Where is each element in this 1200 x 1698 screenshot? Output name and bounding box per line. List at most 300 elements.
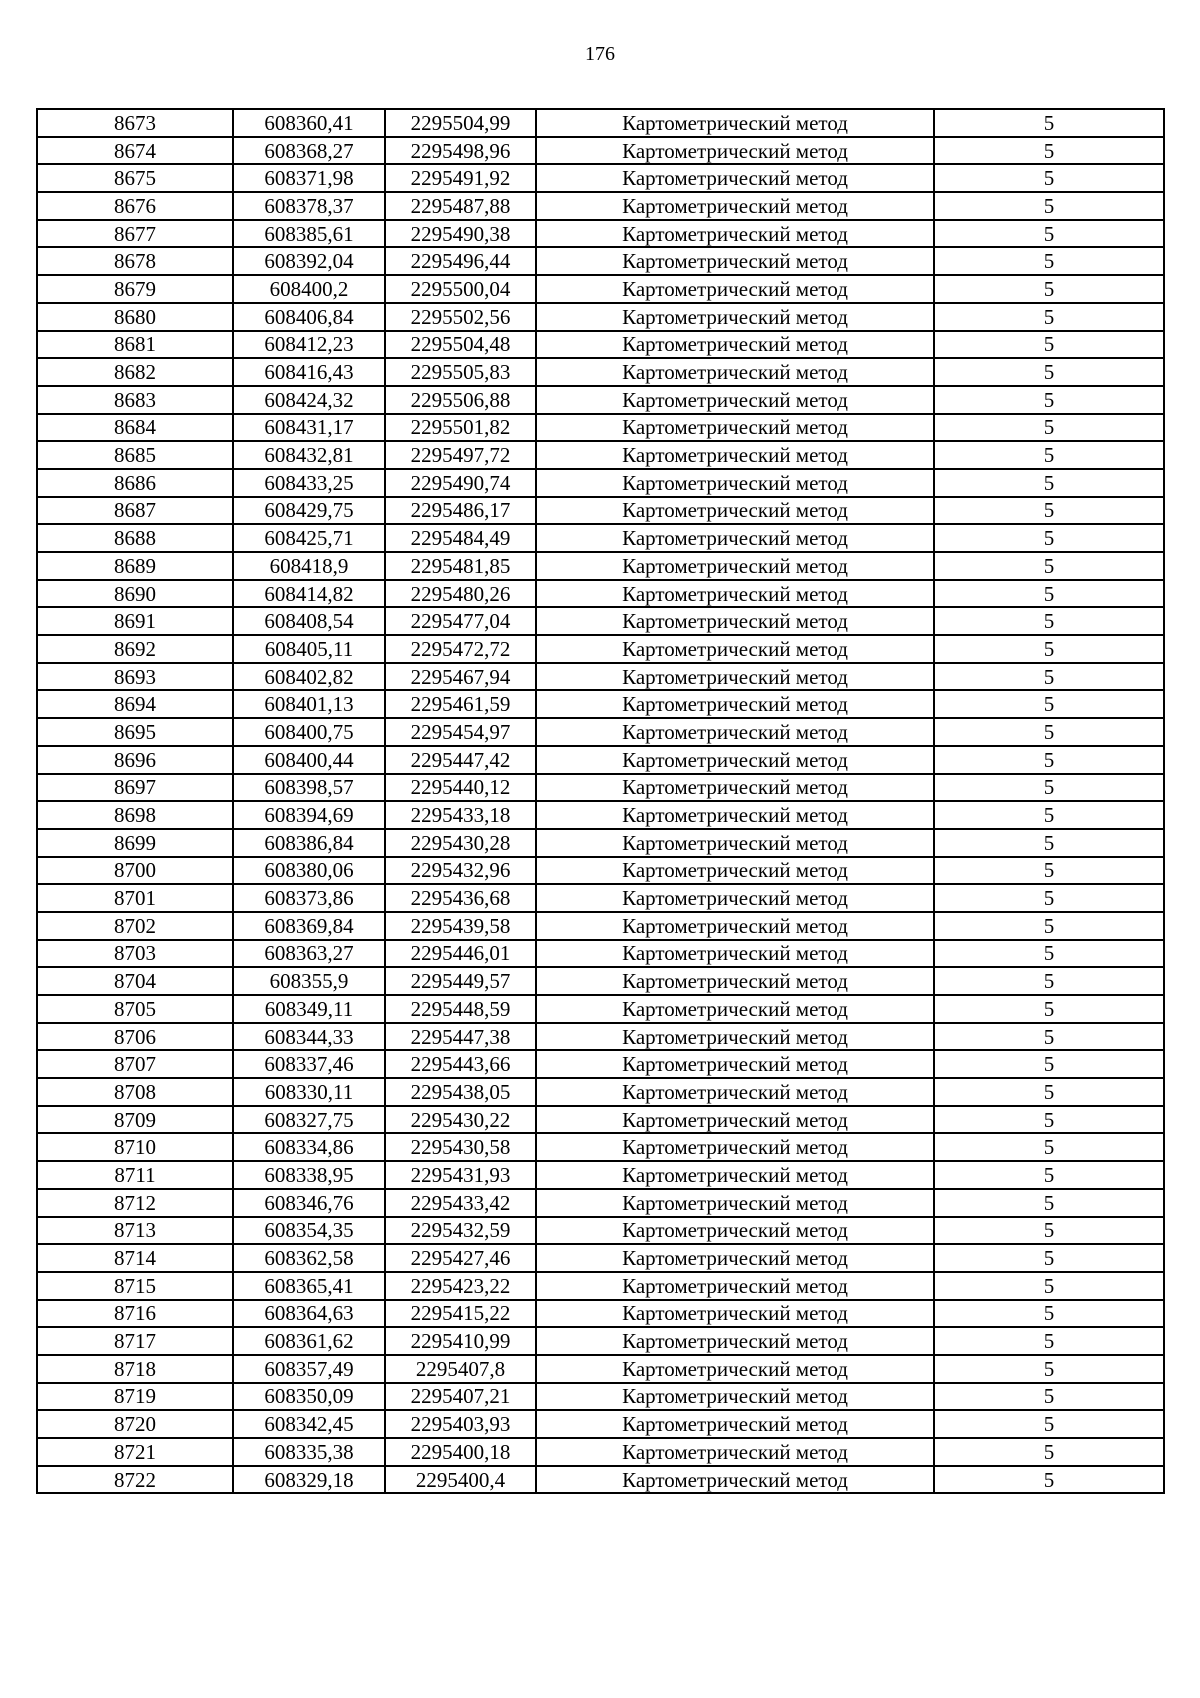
point-number-cell: 8675	[37, 164, 233, 192]
table-row	[37, 912, 1164, 940]
accuracy-cell: 5	[934, 995, 1164, 1023]
accuracy-cell: 5	[934, 967, 1164, 995]
accuracy-cell: 5	[934, 1327, 1164, 1355]
table-row	[37, 1217, 1164, 1245]
y-coordinate-cell: 2295454,97	[385, 718, 536, 746]
y-coordinate-cell: 2295436,68	[385, 884, 536, 912]
accuracy-cell: 5	[934, 441, 1164, 469]
accuracy-cell: 5	[934, 469, 1164, 497]
page-number: 176	[585, 43, 615, 65]
x-coordinate-cell: 608424,32	[233, 386, 385, 414]
point-number-cell: 8703	[37, 940, 233, 968]
y-coordinate-cell: 2295490,38	[385, 220, 536, 248]
table-row	[37, 164, 1164, 192]
table-row	[37, 1050, 1164, 1078]
x-coordinate-cell: 608342,45	[233, 1410, 385, 1438]
point-number-cell: 8691	[37, 607, 233, 635]
accuracy-cell: 5	[934, 690, 1164, 718]
method-cell: Картометрический метод	[536, 1133, 934, 1161]
table-row	[37, 1133, 1164, 1161]
accuracy-cell: 5	[934, 1410, 1164, 1438]
point-number-cell: 8684	[37, 414, 233, 442]
table-row	[37, 774, 1164, 802]
y-coordinate-cell: 2295410,99	[385, 1327, 536, 1355]
method-cell: Картометрический метод	[536, 137, 934, 165]
method-cell: Картометрический метод	[536, 580, 934, 608]
table-row	[37, 497, 1164, 525]
y-coordinate-cell: 2295438,05	[385, 1078, 536, 1106]
accuracy-cell: 5	[934, 414, 1164, 442]
accuracy-cell: 5	[934, 635, 1164, 663]
y-coordinate-cell: 2295443,66	[385, 1050, 536, 1078]
method-cell: Картометрический метод	[536, 607, 934, 635]
method-cell: Картометрический метод	[536, 884, 934, 912]
x-coordinate-cell: 608429,75	[233, 497, 385, 525]
table-row	[37, 967, 1164, 995]
x-coordinate-cell: 608400,2	[233, 275, 385, 303]
x-coordinate-cell: 608365,41	[233, 1272, 385, 1300]
x-coordinate-cell: 608386,84	[233, 829, 385, 857]
table-row	[37, 303, 1164, 331]
point-number-cell: 8699	[37, 829, 233, 857]
y-coordinate-cell: 2295477,04	[385, 607, 536, 635]
y-coordinate-cell: 2295496,44	[385, 247, 536, 275]
y-coordinate-cell: 2295400,18	[385, 1438, 536, 1466]
table-row	[37, 718, 1164, 746]
y-coordinate-cell: 2295431,93	[385, 1161, 536, 1189]
method-cell: Картометрический метод	[536, 275, 934, 303]
y-coordinate-cell: 2295502,56	[385, 303, 536, 331]
x-coordinate-cell: 608364,63	[233, 1300, 385, 1328]
table-row	[37, 220, 1164, 248]
table-row	[37, 1383, 1164, 1411]
method-cell: Картометрический метод	[536, 1023, 934, 1051]
point-number-cell: 8716	[37, 1300, 233, 1328]
y-coordinate-cell: 2295446,01	[385, 940, 536, 968]
table-row	[37, 635, 1164, 663]
accuracy-cell: 5	[934, 1300, 1164, 1328]
table-row	[37, 137, 1164, 165]
point-number-cell: 8682	[37, 358, 233, 386]
method-cell: Картометрический метод	[536, 331, 934, 359]
method-cell: Картометрический метод	[536, 220, 934, 248]
table-row	[37, 1410, 1164, 1438]
point-number-cell: 8696	[37, 746, 233, 774]
x-coordinate-cell: 608329,18	[233, 1466, 385, 1494]
table-row	[37, 1327, 1164, 1355]
y-coordinate-cell: 2295472,72	[385, 635, 536, 663]
y-coordinate-cell: 2295481,85	[385, 552, 536, 580]
x-coordinate-cell: 608361,62	[233, 1327, 385, 1355]
method-cell: Картометрический метод	[536, 1244, 934, 1272]
point-number-cell: 8708	[37, 1078, 233, 1106]
x-coordinate-cell: 608369,84	[233, 912, 385, 940]
y-coordinate-cell: 2295490,74	[385, 469, 536, 497]
x-coordinate-cell: 608405,11	[233, 635, 385, 663]
point-number-cell: 8676	[37, 192, 233, 220]
table-row	[37, 414, 1164, 442]
point-number-cell: 8700	[37, 857, 233, 885]
method-cell: Картометрический метод	[536, 967, 934, 995]
method-cell: Картометрический метод	[536, 469, 934, 497]
x-coordinate-cell: 608357,49	[233, 1355, 385, 1383]
method-cell: Картометрический метод	[536, 386, 934, 414]
table-row	[37, 358, 1164, 386]
accuracy-cell: 5	[934, 1078, 1164, 1106]
accuracy-cell: 5	[934, 164, 1164, 192]
accuracy-cell: 5	[934, 774, 1164, 802]
accuracy-cell: 5	[934, 524, 1164, 552]
point-number-cell: 8698	[37, 801, 233, 829]
table-row	[37, 331, 1164, 359]
method-cell: Картометрический метод	[536, 912, 934, 940]
accuracy-cell: 5	[934, 137, 1164, 165]
x-coordinate-cell: 608425,71	[233, 524, 385, 552]
x-coordinate-cell: 608402,82	[233, 663, 385, 691]
x-coordinate-cell: 608433,25	[233, 469, 385, 497]
point-number-cell: 8705	[37, 995, 233, 1023]
accuracy-cell: 5	[934, 1466, 1164, 1494]
y-coordinate-cell: 2295487,88	[385, 192, 536, 220]
accuracy-cell: 5	[934, 912, 1164, 940]
table-row	[37, 109, 1164, 137]
method-cell: Картометрический метод	[536, 303, 934, 331]
y-coordinate-cell: 2295480,26	[385, 580, 536, 608]
table-row	[37, 386, 1164, 414]
x-coordinate-cell: 608335,38	[233, 1438, 385, 1466]
y-coordinate-cell: 2295486,17	[385, 497, 536, 525]
accuracy-cell: 5	[934, 386, 1164, 414]
method-cell: Картометрический метод	[536, 690, 934, 718]
method-cell: Картометрический метод	[536, 995, 934, 1023]
point-number-cell: 8692	[37, 635, 233, 663]
accuracy-cell: 5	[934, 552, 1164, 580]
y-coordinate-cell: 2295504,99	[385, 109, 536, 137]
x-coordinate-cell: 608337,46	[233, 1050, 385, 1078]
point-number-cell: 8715	[37, 1272, 233, 1300]
y-coordinate-cell: 2295505,83	[385, 358, 536, 386]
point-number-cell: 8693	[37, 663, 233, 691]
y-coordinate-cell: 2295400,4	[385, 1466, 536, 1494]
table-row	[37, 1023, 1164, 1051]
accuracy-cell: 5	[934, 1217, 1164, 1245]
x-coordinate-cell: 608354,35	[233, 1217, 385, 1245]
table-row	[37, 1161, 1164, 1189]
y-coordinate-cell: 2295430,58	[385, 1133, 536, 1161]
accuracy-cell: 5	[934, 331, 1164, 359]
accuracy-cell: 5	[934, 247, 1164, 275]
table-row	[37, 275, 1164, 303]
y-coordinate-cell: 2295423,22	[385, 1272, 536, 1300]
table-row	[37, 857, 1164, 885]
accuracy-cell: 5	[934, 1383, 1164, 1411]
method-cell: Картометрический метод	[536, 801, 934, 829]
x-coordinate-cell: 608338,95	[233, 1161, 385, 1189]
point-number-cell: 8722	[37, 1466, 233, 1494]
table-row	[37, 1466, 1164, 1494]
point-number-cell: 8707	[37, 1050, 233, 1078]
method-cell: Картометрический метод	[536, 1106, 934, 1134]
y-coordinate-cell: 2295448,59	[385, 995, 536, 1023]
table-row	[37, 1189, 1164, 1217]
y-coordinate-cell: 2295484,49	[385, 524, 536, 552]
point-number-cell: 8720	[37, 1410, 233, 1438]
x-coordinate-cell: 608363,27	[233, 940, 385, 968]
x-coordinate-cell: 608401,13	[233, 690, 385, 718]
method-cell: Картометрический метод	[536, 109, 934, 137]
method-cell: Картометрический метод	[536, 414, 934, 442]
table-row	[37, 829, 1164, 857]
table-row	[37, 884, 1164, 912]
y-coordinate-cell: 2295461,59	[385, 690, 536, 718]
point-number-cell: 8718	[37, 1355, 233, 1383]
y-coordinate-cell: 2295407,8	[385, 1355, 536, 1383]
method-cell: Картометрический метод	[536, 1272, 934, 1300]
y-coordinate-cell: 2295501,82	[385, 414, 536, 442]
table-row	[37, 469, 1164, 497]
x-coordinate-cell: 608360,41	[233, 109, 385, 137]
point-number-cell: 8688	[37, 524, 233, 552]
x-coordinate-cell: 608418,9	[233, 552, 385, 580]
x-coordinate-cell: 608380,06	[233, 857, 385, 885]
point-number-cell: 8694	[37, 690, 233, 718]
table-row	[37, 441, 1164, 469]
point-number-cell: 8689	[37, 552, 233, 580]
accuracy-cell: 5	[934, 1244, 1164, 1272]
accuracy-cell: 5	[934, 746, 1164, 774]
table-row	[37, 552, 1164, 580]
point-number-cell: 8717	[37, 1327, 233, 1355]
table-row	[37, 192, 1164, 220]
method-cell: Картометрический метод	[536, 718, 934, 746]
x-coordinate-cell: 608406,84	[233, 303, 385, 331]
accuracy-cell: 5	[934, 857, 1164, 885]
accuracy-cell: 5	[934, 1161, 1164, 1189]
y-coordinate-cell: 2295500,04	[385, 275, 536, 303]
y-coordinate-cell: 2295497,72	[385, 441, 536, 469]
table-row	[37, 801, 1164, 829]
point-number-cell: 8711	[37, 1161, 233, 1189]
accuracy-cell: 5	[934, 1272, 1164, 1300]
method-cell: Картометрический метод	[536, 1300, 934, 1328]
point-number-cell: 8679	[37, 275, 233, 303]
x-coordinate-cell: 608394,69	[233, 801, 385, 829]
x-coordinate-cell: 608392,04	[233, 247, 385, 275]
x-coordinate-cell: 608400,75	[233, 718, 385, 746]
coordinates-table-body	[37, 109, 1164, 1493]
y-coordinate-cell: 2295432,96	[385, 857, 536, 885]
x-coordinate-cell: 608330,11	[233, 1078, 385, 1106]
method-cell: Картометрический метод	[536, 164, 934, 192]
y-coordinate-cell: 2295427,46	[385, 1244, 536, 1272]
accuracy-cell: 5	[934, 607, 1164, 635]
method-cell: Картометрический метод	[536, 829, 934, 857]
accuracy-cell: 5	[934, 497, 1164, 525]
table-row	[37, 1300, 1164, 1328]
point-number-cell: 8704	[37, 967, 233, 995]
accuracy-cell: 5	[934, 884, 1164, 912]
method-cell: Картометрический метод	[536, 1217, 934, 1245]
accuracy-cell: 5	[934, 1106, 1164, 1134]
x-coordinate-cell: 608368,27	[233, 137, 385, 165]
method-cell: Картометрический метод	[536, 1078, 934, 1106]
x-coordinate-cell: 608400,44	[233, 746, 385, 774]
method-cell: Картометрический метод	[536, 746, 934, 774]
y-coordinate-cell: 2295467,94	[385, 663, 536, 691]
y-coordinate-cell: 2295433,42	[385, 1189, 536, 1217]
method-cell: Картометрический метод	[536, 1189, 934, 1217]
table-row	[37, 607, 1164, 635]
method-cell: Картометрический метод	[536, 1355, 934, 1383]
x-coordinate-cell: 608327,75	[233, 1106, 385, 1134]
y-coordinate-cell: 2295407,21	[385, 1383, 536, 1411]
point-number-cell: 8709	[37, 1106, 233, 1134]
method-cell: Картометрический метод	[536, 441, 934, 469]
point-number-cell: 8687	[37, 497, 233, 525]
y-coordinate-cell: 2295439,58	[385, 912, 536, 940]
method-cell: Картометрический метод	[536, 774, 934, 802]
x-coordinate-cell: 608414,82	[233, 580, 385, 608]
y-coordinate-cell: 2295449,57	[385, 967, 536, 995]
x-coordinate-cell: 608355,9	[233, 967, 385, 995]
x-coordinate-cell: 608408,54	[233, 607, 385, 635]
method-cell: Картометрический метод	[536, 358, 934, 386]
point-number-cell: 8721	[37, 1438, 233, 1466]
table-row	[37, 1355, 1164, 1383]
accuracy-cell: 5	[934, 829, 1164, 857]
accuracy-cell: 5	[934, 109, 1164, 137]
y-coordinate-cell: 2295415,22	[385, 1300, 536, 1328]
x-coordinate-cell: 608385,61	[233, 220, 385, 248]
accuracy-cell: 5	[934, 1355, 1164, 1383]
table-row	[37, 580, 1164, 608]
table-row	[37, 663, 1164, 691]
x-coordinate-cell: 608412,23	[233, 331, 385, 359]
y-coordinate-cell: 2295506,88	[385, 386, 536, 414]
table-row	[37, 1438, 1164, 1466]
point-number-cell: 8695	[37, 718, 233, 746]
y-coordinate-cell: 2295430,22	[385, 1106, 536, 1134]
point-number-cell: 8712	[37, 1189, 233, 1217]
method-cell: Картометрический метод	[536, 192, 934, 220]
table-row	[37, 995, 1164, 1023]
method-cell: Картометрический метод	[536, 247, 934, 275]
method-cell: Картометрический метод	[536, 1327, 934, 1355]
accuracy-cell: 5	[934, 801, 1164, 829]
method-cell: Картометрический метод	[536, 1466, 934, 1494]
point-number-cell: 8678	[37, 247, 233, 275]
point-number-cell: 8713	[37, 1217, 233, 1245]
accuracy-cell: 5	[934, 1189, 1164, 1217]
table-row	[37, 690, 1164, 718]
point-number-cell: 8683	[37, 386, 233, 414]
coordinates-table	[36, 108, 1165, 1494]
accuracy-cell: 5	[934, 192, 1164, 220]
y-coordinate-cell: 2295432,59	[385, 1217, 536, 1245]
method-cell: Картометрический метод	[536, 1410, 934, 1438]
method-cell: Картометрический метод	[536, 635, 934, 663]
method-cell: Картометрический метод	[536, 1438, 934, 1466]
x-coordinate-cell: 608350,09	[233, 1383, 385, 1411]
accuracy-cell: 5	[934, 718, 1164, 746]
accuracy-cell: 5	[934, 1023, 1164, 1051]
point-number-cell: 8714	[37, 1244, 233, 1272]
table-row	[37, 1106, 1164, 1134]
point-number-cell: 8681	[37, 331, 233, 359]
point-number-cell: 8673	[37, 109, 233, 137]
point-number-cell: 8686	[37, 469, 233, 497]
y-coordinate-cell: 2295433,18	[385, 801, 536, 829]
point-number-cell: 8719	[37, 1383, 233, 1411]
table-row	[37, 1244, 1164, 1272]
method-cell: Картометрический метод	[536, 497, 934, 525]
table-row	[37, 524, 1164, 552]
method-cell: Картометрический метод	[536, 940, 934, 968]
x-coordinate-cell: 608431,17	[233, 414, 385, 442]
point-number-cell: 8690	[37, 580, 233, 608]
table-row	[37, 746, 1164, 774]
accuracy-cell: 5	[934, 358, 1164, 386]
x-coordinate-cell: 608378,37	[233, 192, 385, 220]
method-cell: Картометрический метод	[536, 524, 934, 552]
point-number-cell: 8710	[37, 1133, 233, 1161]
method-cell: Картометрический метод	[536, 1050, 934, 1078]
method-cell: Картометрический метод	[536, 552, 934, 580]
point-number-cell: 8701	[37, 884, 233, 912]
point-number-cell: 8677	[37, 220, 233, 248]
y-coordinate-cell: 2295403,93	[385, 1410, 536, 1438]
table-row	[37, 940, 1164, 968]
method-cell: Картометрический метод	[536, 857, 934, 885]
y-coordinate-cell: 2295447,42	[385, 746, 536, 774]
y-coordinate-cell: 2295447,38	[385, 1023, 536, 1051]
accuracy-cell: 5	[934, 1438, 1164, 1466]
y-coordinate-cell: 2295430,28	[385, 829, 536, 857]
method-cell: Картометрический метод	[536, 1161, 934, 1189]
x-coordinate-cell: 608349,11	[233, 995, 385, 1023]
accuracy-cell: 5	[934, 1133, 1164, 1161]
accuracy-cell: 5	[934, 1050, 1164, 1078]
accuracy-cell: 5	[934, 940, 1164, 968]
point-number-cell: 8674	[37, 137, 233, 165]
accuracy-cell: 5	[934, 275, 1164, 303]
method-cell: Картометрический метод	[536, 1383, 934, 1411]
x-coordinate-cell: 608373,86	[233, 884, 385, 912]
point-number-cell: 8685	[37, 441, 233, 469]
accuracy-cell: 5	[934, 580, 1164, 608]
y-coordinate-cell: 2295491,92	[385, 164, 536, 192]
x-coordinate-cell: 608346,76	[233, 1189, 385, 1217]
table-row	[37, 247, 1164, 275]
x-coordinate-cell: 608344,33	[233, 1023, 385, 1051]
x-coordinate-cell: 608432,81	[233, 441, 385, 469]
y-coordinate-cell: 2295440,12	[385, 774, 536, 802]
x-coordinate-cell: 608371,98	[233, 164, 385, 192]
x-coordinate-cell: 608398,57	[233, 774, 385, 802]
method-cell: Картометрический метод	[536, 663, 934, 691]
point-number-cell: 8706	[37, 1023, 233, 1051]
point-number-cell: 8697	[37, 774, 233, 802]
x-coordinate-cell: 608416,43	[233, 358, 385, 386]
accuracy-cell: 5	[934, 303, 1164, 331]
x-coordinate-cell: 608334,86	[233, 1133, 385, 1161]
y-coordinate-cell: 2295498,96	[385, 137, 536, 165]
accuracy-cell: 5	[934, 220, 1164, 248]
table-row	[37, 1272, 1164, 1300]
accuracy-cell: 5	[934, 663, 1164, 691]
x-coordinate-cell: 608362,58	[233, 1244, 385, 1272]
y-coordinate-cell: 2295504,48	[385, 331, 536, 359]
